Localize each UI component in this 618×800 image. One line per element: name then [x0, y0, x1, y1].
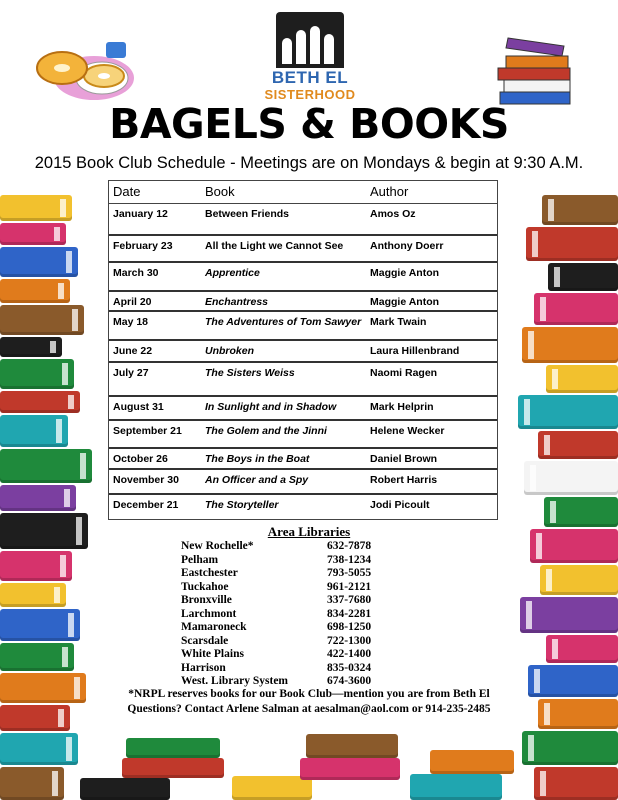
schedule-table [108, 180, 498, 520]
book-spine [520, 597, 618, 633]
book-spine [0, 223, 66, 245]
library-phone: 793-5055 [327, 567, 372, 579]
row-author: Laura Hillenbrand [370, 345, 460, 357]
book-spine [430, 750, 514, 774]
book-spine [0, 279, 70, 303]
row-author: Naomi Ragen [370, 367, 438, 379]
list-item [181, 662, 401, 676]
library-name: Harrison [181, 661, 226, 674]
row-date: December 21 [113, 499, 179, 511]
row-book: Unbroken [205, 345, 255, 357]
table-row [109, 292, 497, 312]
library-name: White Plains [181, 648, 244, 660]
table-row [109, 341, 497, 363]
book-spine [542, 195, 618, 225]
library-phone: 835-0324 [327, 661, 372, 674]
book-spine [0, 485, 76, 511]
book-spine [526, 227, 618, 261]
list-item [181, 540, 401, 554]
book-spine [232, 776, 312, 800]
row-date: October 26 [113, 453, 168, 465]
library-name: Larchmont [181, 607, 237, 620]
book-spine [0, 391, 80, 413]
row-author: Daniel Brown [370, 453, 438, 465]
book-spine [524, 461, 618, 495]
library-phone: 834-2281 [327, 607, 372, 620]
row-book: Between Friends [205, 208, 290, 220]
row-book: The Boys in the Boat [205, 453, 310, 465]
table-row [109, 449, 497, 470]
book-spine [518, 395, 618, 429]
book-spine [546, 635, 618, 663]
book-stack-icon [494, 34, 580, 110]
row-book: Apprentice [205, 267, 260, 279]
book-spine [0, 643, 74, 671]
row-date: September 21 [113, 425, 182, 437]
library-name: Mamaroneck [181, 621, 247, 633]
list-item [181, 648, 401, 662]
logo-text-beth-el: BETH EL [271, 68, 349, 87]
column-header-date: Date [113, 184, 141, 199]
table-row [109, 397, 497, 421]
row-author: Anthony Doerr [370, 240, 444, 252]
row-author: Amos Oz [370, 208, 416, 220]
row-book: An Officer and a Spy [205, 474, 309, 486]
book-spine [0, 415, 68, 447]
list-item [181, 554, 401, 568]
page-subtitle: 2015 Book Club Schedule - Meetings are on Mondays & begin at 9:30 A.M. [34, 154, 584, 172]
library-name: Bronxville [181, 594, 232, 606]
libraries-title: Area Libraries [267, 524, 351, 539]
library-phone: 738-1234 [327, 553, 372, 566]
book-spine [0, 551, 72, 581]
book-spine [540, 565, 618, 595]
table-row [109, 495, 497, 519]
bottom-book-row [0, 730, 618, 800]
book-spine [546, 365, 618, 393]
library-phone: 722-1300 [327, 634, 372, 647]
book-spine [306, 734, 398, 758]
row-author: Maggie Anton [370, 296, 440, 308]
table-row [109, 421, 497, 449]
row-date: May 18 [113, 316, 149, 328]
table-row [109, 204, 497, 236]
row-author: Maggie Anton [370, 267, 440, 279]
bagel-plate-icon [32, 38, 136, 102]
sisterhood-logo [262, 12, 358, 104]
library-name: Scarsdale [181, 634, 229, 647]
column-header-book: Book [205, 184, 235, 199]
row-book: The Storyteller [205, 499, 279, 511]
row-date: November 30 [113, 474, 179, 486]
table-row [109, 236, 497, 263]
list-item [181, 567, 401, 581]
sisterhood-logo-icon [276, 12, 344, 68]
row-date: June 22 [113, 345, 153, 357]
row-book: In Sunlight and in Shadow [205, 401, 337, 413]
list-item [181, 635, 401, 649]
library-phone: 337-7680 [327, 594, 372, 606]
row-author: Mark Helprin [370, 401, 434, 413]
row-book: Enchantress [205, 296, 269, 308]
row-author: Jodi Picoult [370, 499, 430, 511]
book-spine [126, 738, 220, 758]
book-spine [0, 195, 72, 221]
library-phone: 674-3600 [327, 675, 372, 687]
library-phone: 632-7878 [327, 540, 372, 552]
library-name: Pelham [181, 553, 219, 566]
row-book: The Golem and the Jinni [205, 425, 327, 437]
library-phone: 698-1250 [327, 621, 372, 633]
logo-text-sisterhood: SISTERHOOD [264, 87, 356, 102]
book-spine [522, 327, 618, 363]
row-date: July 27 [113, 367, 149, 379]
library-name: New Rochelle* [181, 540, 254, 552]
book-spine [0, 583, 66, 607]
row-book: The Adventures of Tom Sawyer [205, 316, 362, 328]
row-date: April 20 [113, 296, 152, 308]
list-item [181, 594, 401, 608]
row-date: January 12 [113, 208, 168, 220]
book-spine [544, 497, 618, 527]
book-spine [0, 449, 92, 483]
book-spine [300, 758, 400, 780]
book-spine [410, 774, 502, 800]
book-spine [0, 609, 80, 641]
book-spine [534, 293, 618, 325]
table-row [109, 312, 497, 341]
table-row [109, 263, 497, 292]
book-spine [548, 263, 618, 291]
library-name: West. Library System [181, 675, 289, 687]
table-header [109, 181, 497, 204]
library-phone: 961-2121 [327, 580, 372, 593]
row-date: August 31 [113, 401, 164, 413]
list-item [181, 581, 401, 595]
book-spine [538, 431, 618, 459]
table-row [109, 363, 497, 397]
page-title: BAGELS & BOOKS [109, 100, 509, 148]
list-item [181, 608, 401, 622]
table-row [109, 470, 497, 495]
row-author: Robert Harris [370, 474, 438, 486]
library-name: Tuckahoe [181, 580, 229, 593]
row-author: Mark Twain [370, 316, 427, 328]
book-spine [0, 337, 62, 357]
book-spine [0, 359, 74, 389]
footer-note: *NRPL reserves books for our Book Club—mention you are from Beth El [128, 688, 490, 700]
row-author: Helene Wecker [370, 425, 445, 437]
book-spine [0, 305, 84, 335]
footer-contact: Questions? Contact Arlene Salman at aesalman@aol.com or 914-235-2485 [127, 703, 491, 715]
list-item [181, 621, 401, 635]
column-header-author: Author [370, 184, 409, 199]
library-phone: 422-1400 [327, 648, 372, 660]
book-spine [122, 758, 224, 778]
list-item [181, 675, 401, 689]
row-date: February 23 [113, 240, 173, 252]
library-name: Eastchester [181, 567, 238, 579]
row-book: The Sisters Weiss [205, 367, 295, 379]
row-book: All the Light we Cannot See [205, 240, 344, 252]
book-spine [80, 778, 170, 800]
libraries-list [181, 540, 401, 689]
row-date: March 30 [113, 267, 159, 279]
book-spine [0, 247, 78, 277]
